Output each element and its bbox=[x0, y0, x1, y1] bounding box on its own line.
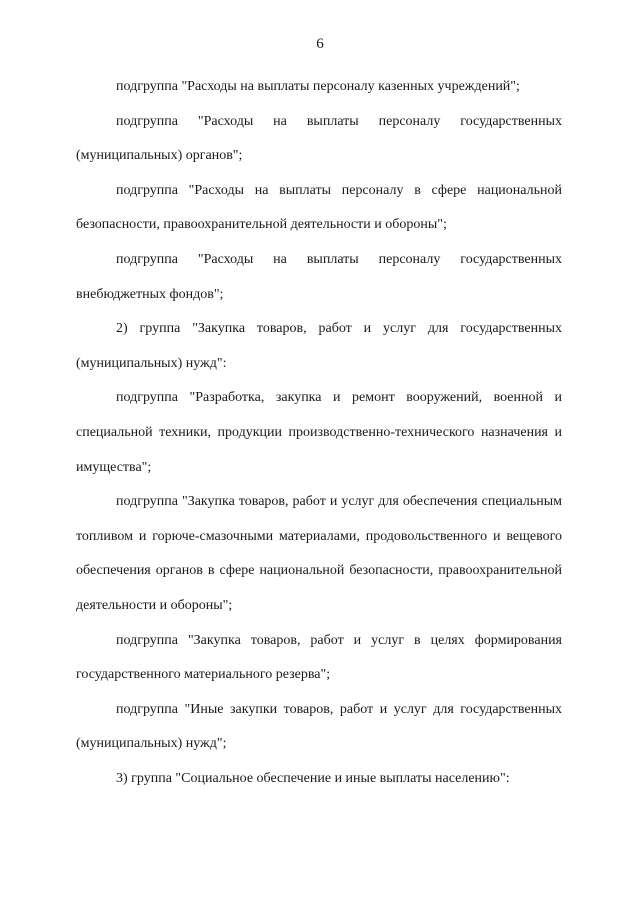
document-body bbox=[76, 70, 562, 796]
paragraph-subgroup-extrabudgetary-funds-staff: подгруппа "Расходы на выплаты персоналу государственных внебюджетных фондов"; bbox=[76, 251, 562, 302]
paragraph-group-2-procurement: 2) группа "Закупка товаров, работ и услуг для государственных (муниципальных) нужд": bbox=[76, 321, 562, 371]
paragraph-group-3-social: 3) группа "Социальное обеспечение и иные выплаты населению": bbox=[116, 770, 510, 786]
paragraph-subgroup-treasury-staff: подгруппа "Расходы на выплаты персоналу казенных учреждений"; bbox=[116, 79, 520, 94]
paragraph-subgroup-security-staff: подгруппа "Расходы на выплаты персоналу в сфере национальной безопасности, правоохранительной деятельности и обороны"; bbox=[76, 182, 562, 233]
paragraph-subgroup-other-procurement: подгруппа "Иные закупки товаров, работ и услуг для государственных (муниципальных) нужд"; bbox=[76, 701, 562, 752]
paragraph-subgroup-material-reserve: подгруппа "Закупка товаров, работ и услуг в целях формирования государственного материального резерва"; bbox=[76, 632, 562, 683]
paragraph-subgroup-weapons-procurement: подгруппа "Разработка, закупка и ремонт вооружений, военной и специальной техники, продукции производственно-технического назначения и имущества"; bbox=[76, 390, 562, 475]
paragraph-subgroup-state-bodies-staff: подгруппа "Расходы на выплаты персоналу государственных (муниципальных) органов"; bbox=[76, 113, 562, 164]
page-number: 6 bbox=[316, 36, 324, 52]
paragraph-subgroup-fuel-provision: подгруппа "Закупка товаров, работ и услуг для обеспечения специальным топливом и горюче-смазочными материалами, продовольственного и вещевого обеспечения органов в сфере национальной безопасности, правоохранительной деятельности и обороны"; bbox=[76, 494, 562, 613]
